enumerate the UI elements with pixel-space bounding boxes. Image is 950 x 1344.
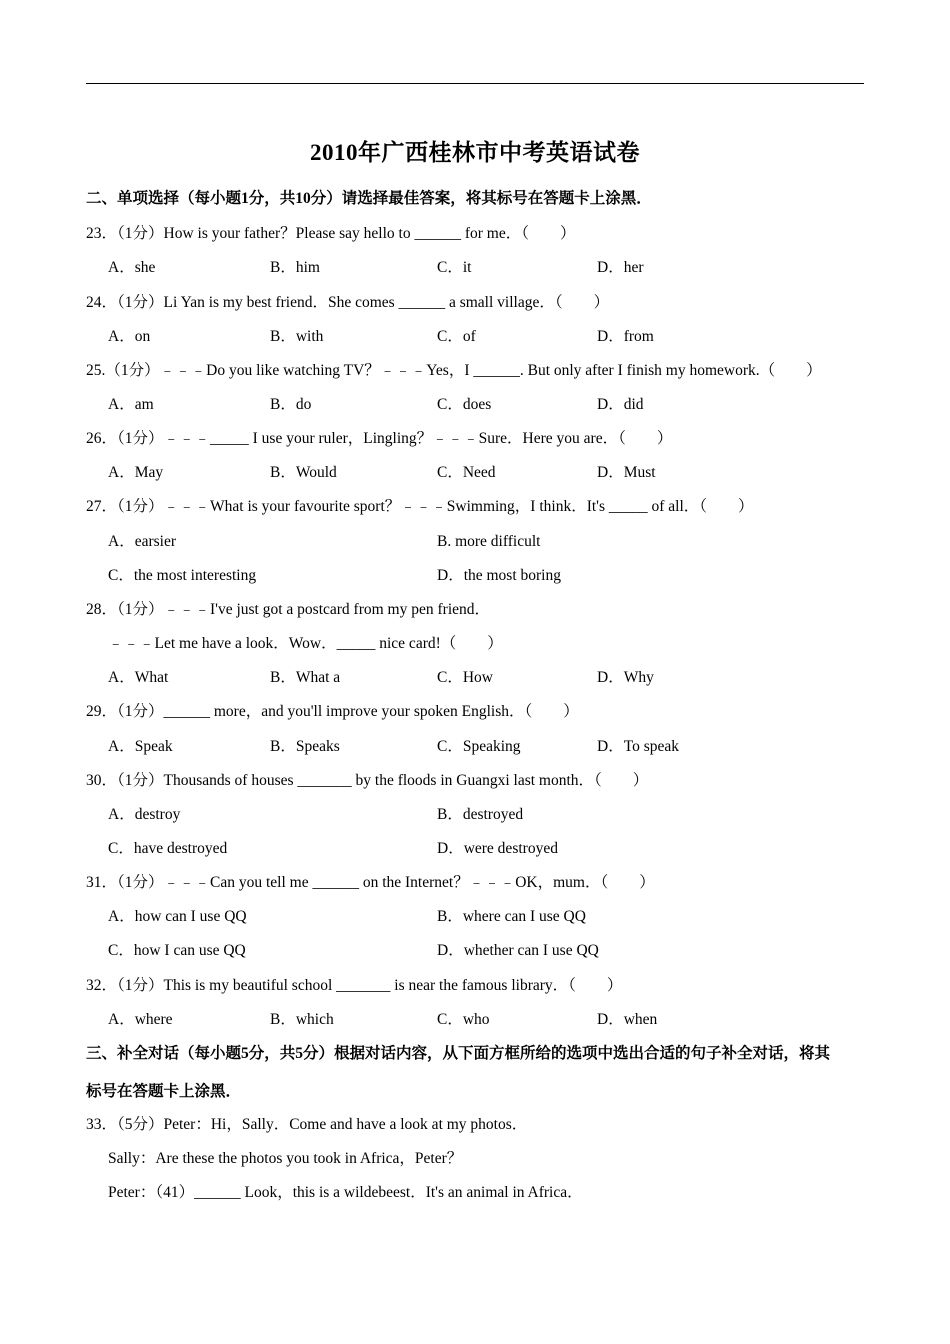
q26-option-b[interactable]: B．Would xyxy=(270,464,337,481)
section-3-heading-line2: 标号在答题卡上涂黑． xyxy=(86,1083,242,1100)
question-31-stem: 31．（1分）﹣﹣﹣Can you tell me ______ on the Internet？﹣﹣﹣OK，mum．（ ） xyxy=(86,874,655,891)
q27-option-d[interactable]: D．the most boring xyxy=(437,567,561,584)
q31-option-a[interactable]: A．how can I use QQ xyxy=(108,908,247,925)
q28-option-a[interactable]: A．What xyxy=(108,669,169,686)
q23-option-d[interactable]: D．her xyxy=(597,259,644,276)
question-28-stem-line2: ﹣﹣﹣Let me have a look．Wow．_____ nice card!（ ） xyxy=(108,635,503,652)
q29-option-a[interactable]: A．Speak xyxy=(108,738,173,755)
question-32-stem: 32．（1分）This is my beautiful school _______ is near the famous library．（ ） xyxy=(86,977,623,994)
q27-option-b[interactable]: B. more difficult xyxy=(437,533,541,550)
question-25-stem: 25.（1分）﹣﹣﹣Do you like watching TV？﹣﹣﹣Yes，I ______. But only after I finish my homework.（ ） xyxy=(86,362,822,379)
q27-option-a[interactable]: A．earsier xyxy=(108,533,176,550)
q29-option-d[interactable]: D．To speak xyxy=(597,738,679,755)
q25-option-c[interactable]: C．does xyxy=(437,396,492,413)
q26-option-a[interactable]: A．May xyxy=(108,464,164,481)
q31-option-d[interactable]: D．whether can I use QQ xyxy=(437,942,599,959)
q32-option-d[interactable]: D．when xyxy=(597,1011,658,1028)
q30-option-a[interactable]: A．destroy xyxy=(108,806,181,823)
q29-option-c[interactable]: C．Speaking xyxy=(437,738,521,755)
page-title: 2010年广西桂林市中考英语试卷 xyxy=(310,140,640,165)
q24-option-a[interactable]: A．on xyxy=(108,328,151,345)
question-29-stem: 29．（1分）______ more，and you'll improve your spoken English．（ ） xyxy=(86,703,579,720)
q30-option-b[interactable]: B．destroyed xyxy=(437,806,524,823)
section-2-heading: 二、单项选择（每小题1分，共10分）请选择最佳答案，将其标号在答题卡上涂黑． xyxy=(86,190,652,207)
question-33-stem: 33．（5分）Peter：Hi，Sally．Come and have a look at my photos． xyxy=(86,1116,528,1133)
q31-option-b[interactable]: B．where can I use QQ xyxy=(437,908,586,925)
question-26-stem: 26．（1分）﹣﹣﹣_____ I use your ruler，Lingling？﹣﹣﹣Sure．Here you are．（ ） xyxy=(86,430,673,447)
question-30-stem: 30．（1分）Thousands of houses _______ by the floods in Guangxi last month．（ ） xyxy=(86,772,649,789)
q23-option-a[interactable]: A．she xyxy=(108,259,156,276)
q27-option-c[interactable]: C．the most interesting xyxy=(108,567,257,584)
q28-option-d[interactable]: D．Why xyxy=(597,669,654,686)
q24-option-c[interactable]: C．of xyxy=(437,328,476,345)
q28-option-b[interactable]: B．What a xyxy=(270,669,341,686)
section-3-heading: 三、补全对话（每小题5分，共5分）根据对话内容，从下面方框所给的选项中选出合适的句子补全对话，将其 xyxy=(86,1045,831,1062)
header-rule xyxy=(86,83,864,84)
q25-option-d[interactable]: D．did xyxy=(597,396,644,413)
q32-option-b[interactable]: B．which xyxy=(270,1011,334,1028)
q23-option-b[interactable]: B．him xyxy=(270,259,320,276)
q28-option-c[interactable]: C．How xyxy=(437,669,493,686)
q31-option-c[interactable]: C．how I can use QQ xyxy=(108,942,246,959)
q25-option-a[interactable]: A．am xyxy=(108,396,154,413)
q26-option-d[interactable]: D．Must xyxy=(597,464,656,481)
q26-option-c[interactable]: C．Need xyxy=(437,464,496,481)
question-27-stem: 27．（1分）﹣﹣﹣What is your favourite sport？﹣﹣﹣Swimming，I think．It's _____ of all．（ ） xyxy=(86,498,754,515)
q25-option-b[interactable]: B．do xyxy=(270,396,312,413)
q29-option-b[interactable]: B．Speaks xyxy=(270,738,340,755)
q30-option-d[interactable]: D．were destroyed xyxy=(437,840,558,857)
question-23-stem: 23．（1分）How is your father？Please say hello to ______ for me．（ ） xyxy=(86,225,576,242)
q32-option-c[interactable]: C．who xyxy=(437,1011,490,1028)
question-24-stem: 24．（1分）Li Yan is my best friend．She comes ______ a small village．（ ） xyxy=(86,294,610,311)
question-33-dialogue-sally: Sally：Are these the photos you took in Africa，Peter？ xyxy=(108,1150,463,1167)
q32-option-a[interactable]: A．where xyxy=(108,1011,173,1028)
question-28-stem: 28．（1分）﹣﹣﹣I've just got a postcard from my pen friend． xyxy=(86,601,490,618)
q30-option-c[interactable]: C．have destroyed xyxy=(108,840,228,857)
q23-option-c[interactable]: C．it xyxy=(437,259,472,276)
question-33-dialogue-peter: Peter：（41）______ Look，this is a wildebeest．It's an animal in Africa． xyxy=(108,1184,583,1201)
q24-option-b[interactable]: B．with xyxy=(270,328,324,345)
q24-option-d[interactable]: D．from xyxy=(597,328,654,345)
